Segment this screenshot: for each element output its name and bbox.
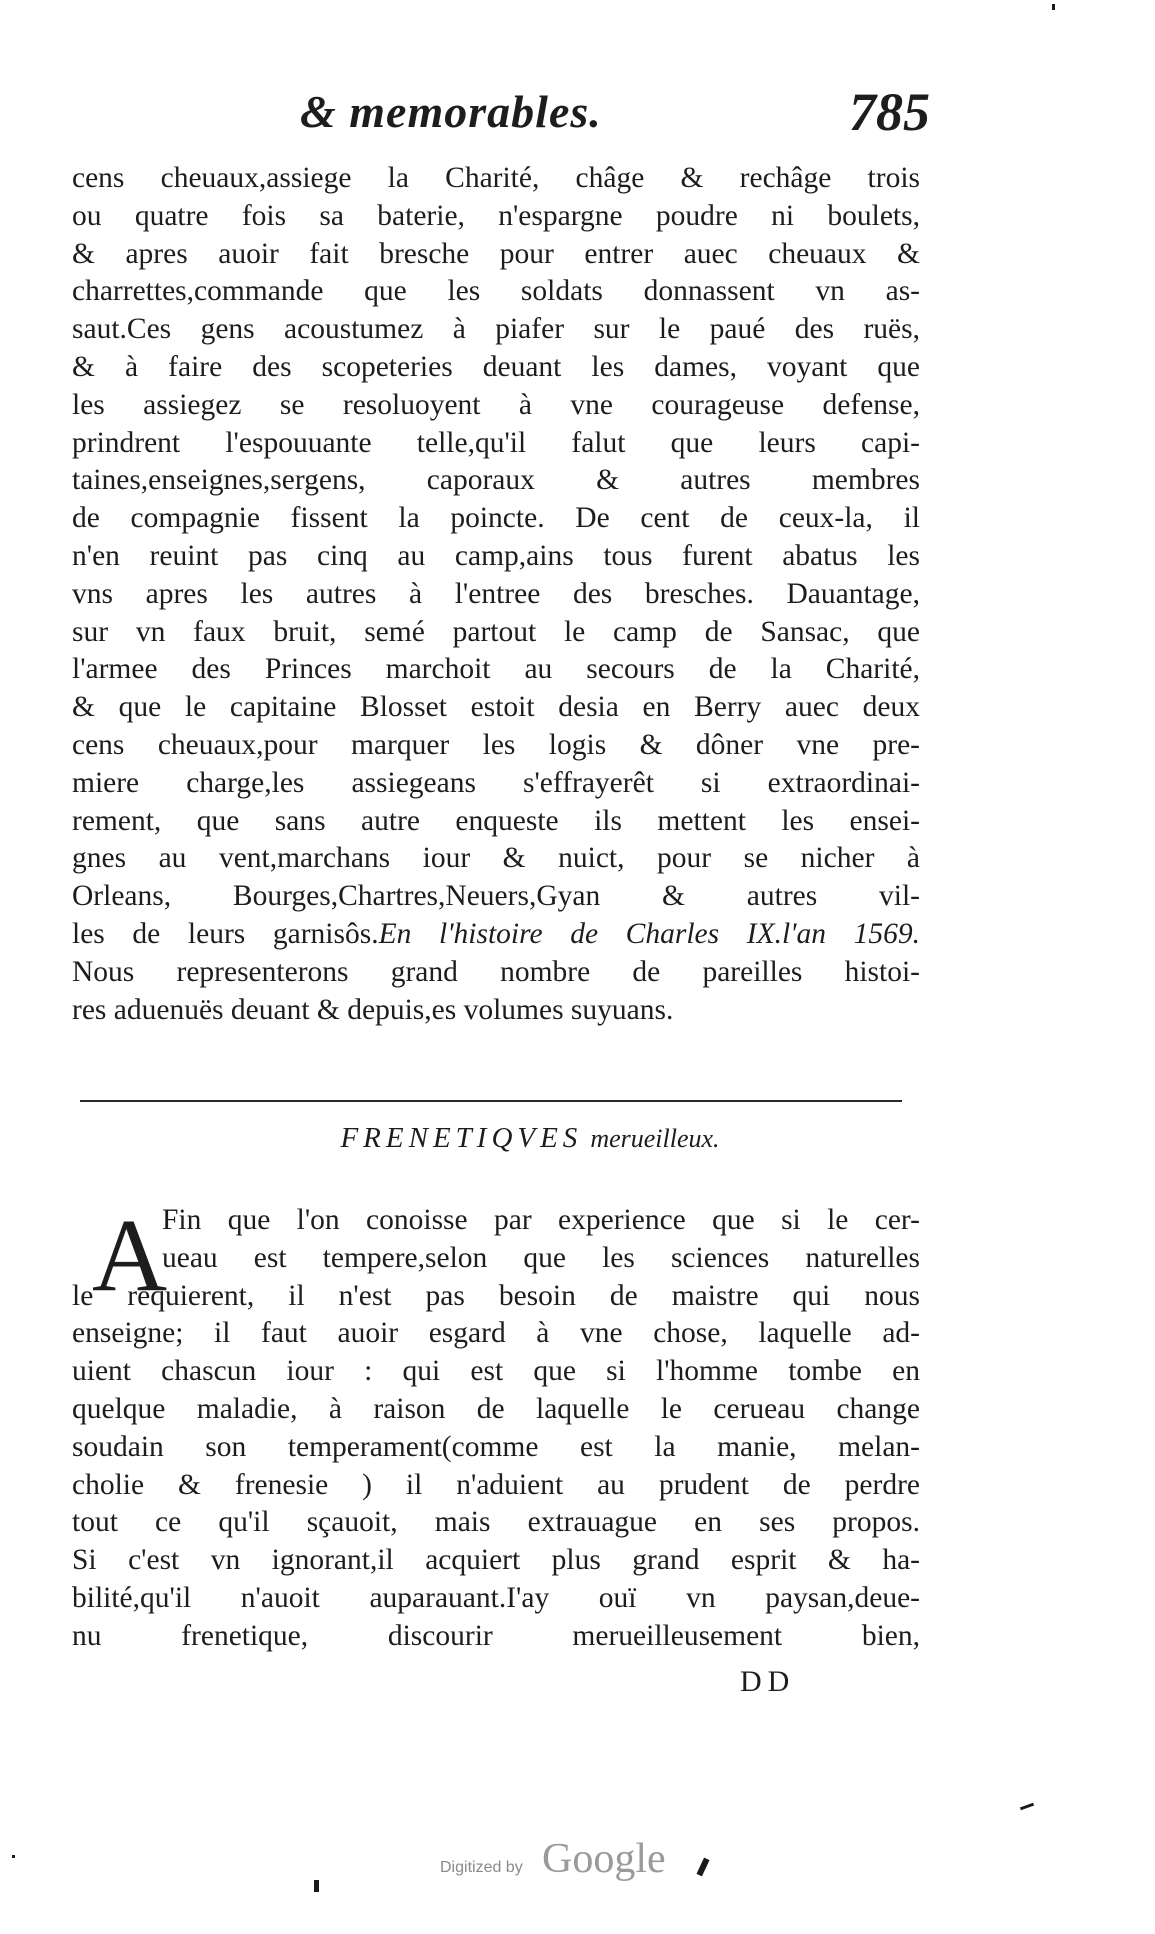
text-line: tout ce qu'il sçauoit, mais extrauague en ses propos. [72,1506,920,1539]
text-line: Orleans, Bourges,Chartres,Neuers,Gyan & autres vil- [72,880,920,913]
text-line: charrettes,commande que les soldats donnassent vn as- [72,275,920,308]
text-line: sur vn faux bruit, semé partout le camp de Sansac, que [72,615,920,648]
text-line: enseigne; il faut auoir esgard à vne chose, laquelle ad- [72,1317,920,1350]
text-line: saut.Ces gens acoustumez à piafer sur le paué des ruës, [72,313,920,346]
text-line: & que le capitaine Blosset estoit desia en Berry auec deux [72,691,920,724]
text-line: quelque maladie, à raison de laquelle le cerueau change [72,1392,920,1425]
text-line: cholie & frenesie ) il n'aduient au prudent de perdre [72,1468,920,1501]
running-head-title: & memorables. [300,86,602,137]
text-line: & à faire des scopeteries deuant les dames, voyant que [72,350,920,383]
ink-speck [1052,4,1055,10]
watermark-brand: Google [542,1836,666,1882]
text-line: Fin que l'on conoisse par experience que si le cer- [162,1204,920,1236]
text-line: bilité,qu'il n'auoit auparauant.I'ay ouï vn paysan,deue- [72,1581,920,1614]
text-line: taines,enseignes,sergens, caporaux & autres membres [72,464,920,497]
text-line: cens cheuaux,pour marquer les logis & dôner vne pre- [72,728,920,761]
running-head [290,82,930,155]
text-line: gnes au vent,marchans iour & nuict, pour se nicher à [72,842,920,875]
digitized-watermark [440,1835,760,1895]
text-line-with-citation [72,916,920,954]
text-line: l'armee des Princes marchoit au secours de la Charité, [72,653,920,686]
text-line: le requierent, il n'est pas besoin de maistre qui nous [72,1279,920,1312]
signature-mark: DD [740,1665,796,1698]
text-line: soudain son temperament(comme est la manie, melan- [72,1430,920,1463]
text-line: & apres auoir fait bresche pour entrer auec cheuaux & [72,237,920,270]
section-heading-caps: FRENETIQVES [340,1122,583,1154]
watermark-prefix: Digitized by [440,1859,523,1876]
text-line: vns apres les autres à l'entree des bresches. Dauantage, [72,577,920,610]
ink-speck [1020,1803,1034,1811]
text-line: Si c'est vn ignorant,il acquiert plus grand esprit & ha- [72,1544,920,1577]
section-divider [80,1100,902,1102]
text-line: cens cheuaux,assiege la Charité, châge & rechâge trois [72,162,920,194]
drop-cap: A [92,1198,168,1313]
marginal-citation: En l'histoire de Charles IX.l'an 1569. [378,917,920,950]
text-line: les assiegez se resoluoyent à vne courageuse defense, [72,388,920,421]
paragraph-frenetiques [72,1198,920,1656]
section-heading-small: merueilleux. [590,1124,720,1153]
text-line: uient chascun iour : qui est que si l'homme tombe en [72,1355,920,1388]
section-heading [0,1122,1060,1155]
ink-speck [314,1880,319,1892]
text-line: prindrent l'espouuante telle,qu'il falut que leurs capi- [72,426,920,459]
text-line: ueau est tempere,selon que les sciences naturelles [162,1241,920,1274]
paragraph-charite [72,160,920,1029]
text-line: Nous representerons grand nombre de pareilles histoi- [72,955,920,988]
text-line: n'en reuint pas cinq au camp,ains tous furent abatus les [72,539,920,572]
text-fragment: les de leurs garnisôs. [72,917,379,950]
text-line: miere charge,les assiegeans s'effrayerêt si extraordinai- [72,766,920,799]
text-line: de compagnie fissent la poincte. De cent de ceux-la, il [72,502,920,535]
ink-speck [12,1855,15,1858]
text-line: rement, que sans autre enqueste ils mettent les ensei- [72,804,920,837]
text-line: ou quatre fois sa baterie, n'espargne poudre ni boulets, [72,199,920,232]
text-line: nu frenetique, discourir merueilleusement bien, [72,1619,920,1652]
page-number: 785 [849,82,930,142]
text-line: res aduenuës deuant & depuis,es volumes suyuans. [72,993,674,1026]
